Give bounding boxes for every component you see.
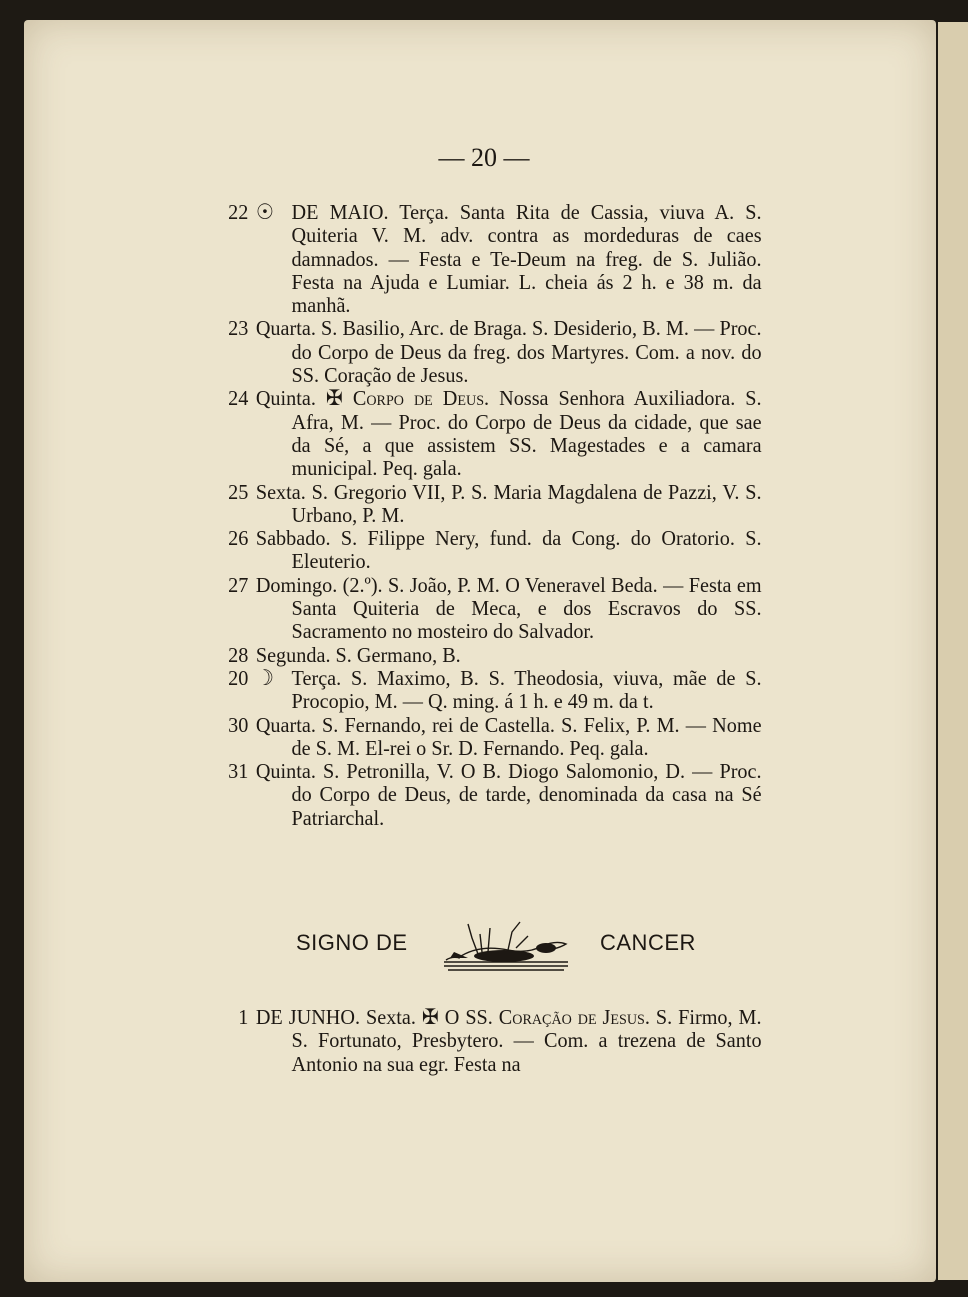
entry-text: DE MAIO. Terça. Santa Rita de Cassia, viuva A. S. Quiteria V. M. adv. contra as mordeduras de caes damnados. — Festa e Te-Deum na freg. de S. Julião. Festa na Ajuda e Lumiar. L. cheia ás 2 h. e 38 m. da manhã. bbox=[291, 200, 762, 318]
calendar-entry-22 bbox=[222, 201, 762, 317]
entry-text: Domingo. (2.º). S. João, P. M. O Veneravel Beda. — Festa em Santa Quiteria de Meca, e dos Escravos do SS. Sacramento no mosteiro do Salvador. bbox=[255, 572, 762, 644]
calendar-entry-23 bbox=[222, 317, 762, 387]
calendar-entry-25 bbox=[222, 481, 762, 528]
calendar-entry-27 bbox=[222, 574, 762, 644]
waning-moon-icon: ☽ bbox=[255, 665, 274, 690]
calendar-entry-26 bbox=[222, 527, 762, 574]
day-number: 23 bbox=[228, 316, 249, 341]
facing-page-edge bbox=[938, 22, 968, 1280]
day-number: 1 bbox=[238, 1005, 249, 1029]
entry-text: Segunda. S. Germano, B. bbox=[255, 642, 461, 667]
calendar-entry-30 bbox=[222, 714, 762, 761]
entry-text: Quinta. S. Petronilla, V. O B. Diogo Salomonio, D. — Proc. do Corpo de Deus, de tarde, denominada da casa na Sé Patriarchal. bbox=[255, 759, 762, 830]
entry-text-rest: . S. Firmo, M. S. Fortunato, Presbytero. — Com. a trezena de Santo Antonio na sua egr. Festa na bbox=[291, 1005, 762, 1076]
entry-text-start: Quinta. ✠ bbox=[255, 386, 353, 411]
zodiac-sign-heading bbox=[0, 918, 968, 978]
calendar-entry-31 bbox=[222, 760, 762, 830]
day-number: 25 bbox=[228, 479, 249, 504]
full-moon-icon: ☉ bbox=[255, 200, 274, 224]
day-number: 28 bbox=[228, 642, 249, 667]
feast-name: Corpo de Deus bbox=[352, 386, 485, 411]
calendar-entry-24 bbox=[222, 387, 762, 480]
crayfish-engraving-icon bbox=[438, 918, 574, 978]
day-number: 24 bbox=[228, 386, 249, 411]
entry-text: Sabbado. S. Filippe Nery, fund. da Cong. do Oratorio. S. Eleuterio. bbox=[255, 526, 762, 574]
entry-text: Quarta. S. Fernando, rei de Castella. S. Felix, P. M. — Nome de S. M. El-rei o Sr. D. Fernando. Peq. gala. bbox=[255, 712, 762, 760]
day-number: 26 bbox=[228, 526, 249, 551]
entry-text: Quarta. S. Basilio, Arc. de Braga. S. Desiderio, B. M. — Proc. do Corpo de Deus da freg. dos Martyres. Com. a nov. do SS. Coração de Jesus. bbox=[255, 316, 762, 388]
calendar-entries bbox=[222, 201, 762, 830]
day-number: 27 bbox=[228, 572, 249, 597]
day-number: 30 bbox=[228, 712, 249, 737]
calendar-entry-29 bbox=[222, 667, 762, 714]
calendar-entry-28 bbox=[222, 644, 762, 667]
day-number: 22 bbox=[228, 200, 249, 224]
day-number: 31 bbox=[228, 759, 249, 784]
entry-text-rest: . Nossa Senhora Auxiliadora. S. Afra, M. — Proc. do Corpo de Deus da cidade, que sae da Sé, a que assistem SS. Magestades e a camara municipal. Peq. gala. bbox=[291, 386, 762, 481]
entry-text-start: DE JUNHO. Sexta. ✠ O SS. bbox=[255, 1005, 499, 1029]
feast-name: Coração de Jesus bbox=[498, 1005, 645, 1029]
entry-text: Terça. S. Maximo, B. S. Theodosia, viuva, mãe de S. Procopio, M. — Q. ming. á 1 h. e 49 m. da t. bbox=[291, 665, 762, 714]
entry-text: Sexta. S. Gregorio VII, P. S. Maria Magdalena de Pazzi, V. S. Urbano, P. M. bbox=[255, 479, 762, 527]
signo-label: SIGNO DE bbox=[296, 930, 408, 955]
june-entry bbox=[222, 1006, 762, 1076]
page-number: — 20 — bbox=[438, 143, 530, 172]
day-number: 20 bbox=[228, 665, 249, 690]
signo-name: CANCER bbox=[600, 930, 696, 955]
calendar-entry-june-1 bbox=[222, 1006, 762, 1076]
